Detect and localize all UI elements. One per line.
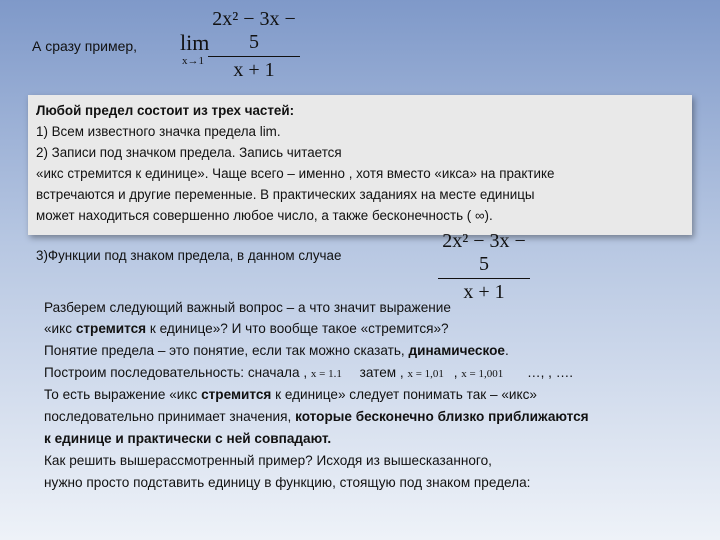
fraction-numerator: 2x² − 3x − 5 (212, 8, 296, 53)
sequence-value-2: x = 1,01 (407, 368, 444, 380)
explanation-line-3 (44, 343, 509, 358)
line-6-bold: которые бесконечно близко приближаются (295, 409, 589, 424)
line-4-comma: , (453, 365, 458, 380)
panel-item-1: 1) Всем известного значка предела lim. (36, 124, 281, 139)
intro-text: А сразу пример, (32, 38, 138, 54)
panel-item-2: 2) Записи под значком предела. Запись читается (36, 145, 342, 160)
item-3-numerator: 2x² − 3x − 5 (442, 230, 526, 275)
line-6-start: последовательно принимает значения, (44, 409, 296, 424)
explanation-line-5 (44, 387, 537, 402)
line-2-bold: стремится (75, 321, 147, 336)
item-3-denominator: x + 1 (463, 281, 505, 303)
line-4-then: затем , (359, 365, 404, 380)
explanation-line-9: нужно просто подставить единицу в функцию, стоящую под знаком предела: (44, 475, 531, 490)
line-2-start: «икс (44, 321, 76, 336)
fraction-bar (208, 56, 300, 57)
line-3-bold: динамическое (408, 343, 505, 358)
line-2-end: к единице»? И что вообще такое «стремится»? (146, 321, 449, 336)
panel-heading: Любой предел состоит из трех частей: (36, 103, 295, 118)
explanation-line-8: Как решить вышерассмотренный пример? Исходя из вышесказанного, (44, 453, 492, 468)
line-4-start: Построим последовательность: сначала , (44, 365, 308, 380)
line-3-end: . (504, 343, 509, 358)
panel-item-2-line-4: может находиться совершенно любое число, а также бесконечность ( ∞). (36, 208, 493, 223)
item-3-fraction-bar (438, 278, 530, 279)
line-5-start: То есть выражение «икс (44, 387, 202, 402)
line-4-end: …, , …. (527, 365, 574, 380)
explanation-line-6 (44, 409, 589, 424)
panel-item-2-line-2: «икс стремится к единице». Чаще всего – именно , хотя вместо «икса» на практике (36, 166, 555, 181)
fraction-denominator: x + 1 (233, 59, 275, 81)
lim-subscript: x→1 (182, 55, 204, 67)
explanation-line-2 (44, 321, 449, 336)
explanation-line-7: к единице и практически с ней совпадают. (44, 431, 332, 446)
line-5-end: к единице» следует понимать так – «икс» (271, 387, 537, 402)
explanation-line-1: Разберем следующий важный вопрос – а что значит выражение (44, 300, 451, 315)
line-3-start: Понятие предела – это понятие, если так можно сказать, (44, 343, 409, 358)
sequence-value-3: x = 1,001 (461, 368, 504, 380)
lim-symbol: lim (180, 30, 210, 55)
item-3-text: 3)Функции под знаком предела, в данном случае (36, 248, 342, 263)
line-5-bold: стремится (201, 387, 272, 402)
limit-fraction (208, 8, 300, 82)
sequence-value-1: x = 1.1 (310, 368, 342, 380)
item-3-fraction (438, 230, 530, 304)
panel-item-2-line-3: встречаются и другие переменные. В практических заданиях на месте единицы (36, 187, 535, 202)
explanation-line-4 (44, 365, 573, 380)
definition-panel (28, 95, 692, 235)
